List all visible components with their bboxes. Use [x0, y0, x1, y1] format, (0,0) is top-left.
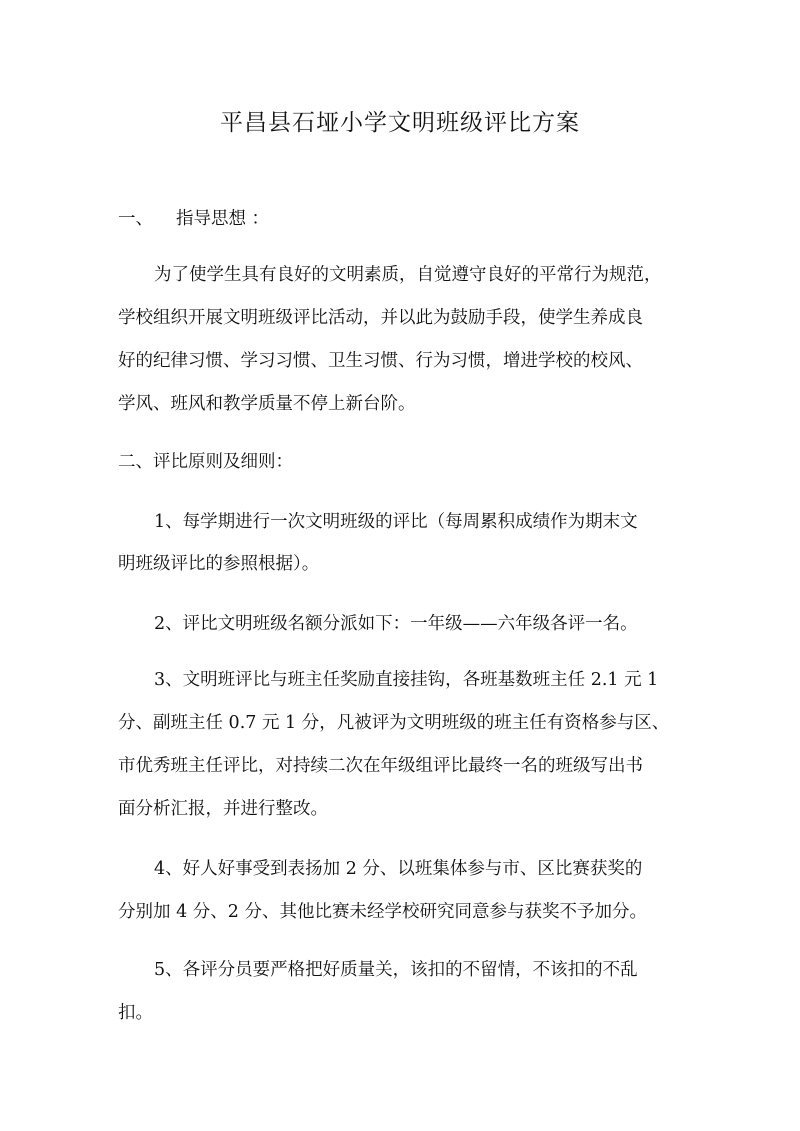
section-heading-text: 指导思想 ：: [176, 209, 270, 229]
document-title: 平昌县石垭小学文明班级评比方案: [220, 110, 580, 136]
paragraph-line: 学校组织开展文明班级评比活动，并以此为鼓励手段，使学生养成良: [118, 308, 643, 328]
rule-item-3-line: 3、文明班评比与班主任奖励直接挂钩，各班基数班主任 2.1 元 1: [154, 670, 659, 690]
paragraph-line: 为了使学生具有良好的文明素质，自觉遵守良好的平常行为规范，: [154, 265, 662, 285]
rule-item-2-line: 2、评比文明班级名额分派如下：一年级——六年级各评一名。: [154, 614, 638, 634]
section-number: 一、: [118, 209, 153, 229]
section-heading-2: 二、评比原则及细则：: [118, 452, 293, 472]
rule-item-4-line: 4、好人好事受到表扬加 2 分、以班集体参与市、区比赛获奖的: [154, 859, 643, 879]
rule-item-5-line: 5、各评分员要严格把好质量关，该扣的不留情，不该扣的不乱: [154, 960, 638, 980]
paragraph-line: 学风、班风和教学质量不停上新台阶。: [118, 394, 416, 414]
rule-item-3-line: 面分析汇报，并进行整改。: [118, 799, 328, 819]
rule-item-1-line: 1、每学期进行一次文明班级的评比（每周累积成绩作为期末文: [154, 512, 638, 532]
section-heading-1: [118, 205, 269, 230]
rule-item-5-line: 扣。: [118, 1003, 153, 1023]
paragraph-line: 好的纪律习惯、学习习惯、卫生习惯、行为习惯，增进学校的校风、: [118, 351, 643, 371]
rule-item-3-line: 分、副班主任 0.7 元 1 分，凡被评为文明班级的班主任有资格参与区、: [118, 713, 670, 733]
rule-item-1-line: 明班级评比的参照根据）。: [118, 554, 320, 574]
rule-item-4-line: 分别加 4 分、2 分、其他比赛未经学校研究同意参与获奖不予加分。: [118, 902, 647, 922]
rule-item-3-line: 市优秀班主任评比，对持续二次在年级组评比最终一名的班级写出书: [118, 756, 643, 776]
